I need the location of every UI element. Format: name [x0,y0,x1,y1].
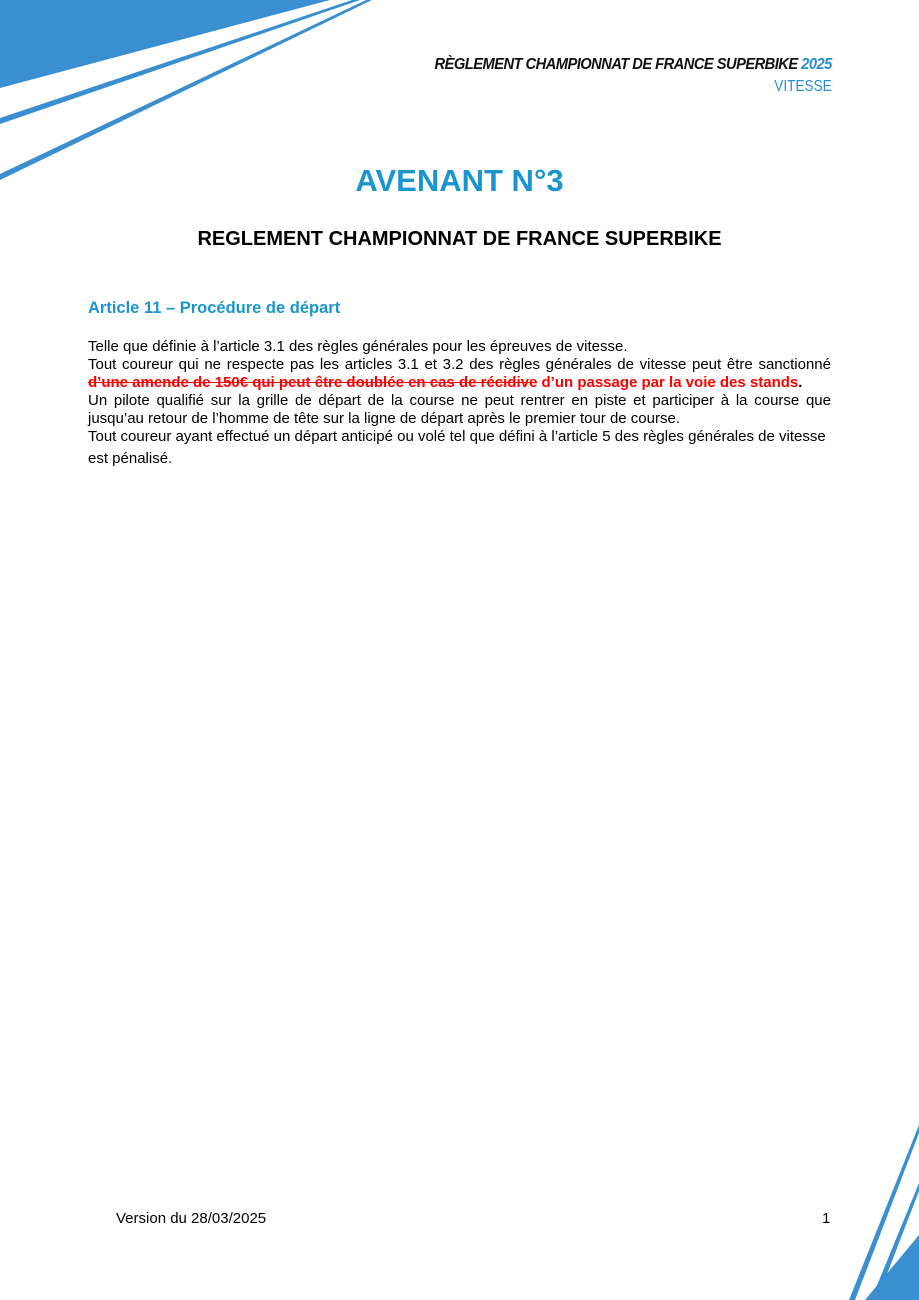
paragraph-2-end: . [798,374,803,391]
paragraph-4-line-2: est pénalisé. [88,450,173,467]
article-body [88,338,831,470]
struck-text: d’une amende de 150€ qui peut être doublée en cas de récidive [88,374,538,391]
paragraph-1: Telle que définie à l’article 3.1 des règles générales pour les épreuves de vitesse. [88,338,628,355]
footer-page-number: 1 [822,1210,831,1227]
header-title: RÈGLEMENT CHAMPIONNAT DE FRANCE SUPERBIKE 2025 [434,56,832,73]
corner-decoration-top-left [0,0,372,182]
page-header [400,56,832,96]
footer-version: Version du 28/03/2025 [116,1210,267,1227]
document-title: AVENANT N°3 [355,163,564,198]
paragraph-3: Un pilote qualifié sur la grille de départ de la course ne peut rentrer en piste et participer à la course que jusqu’au retour de l’homme de tête sur la ligne de départ après le premier tour de course. [88,392,831,427]
paragraph-2-intro: Tout coureur qui ne respecte pas les articles 3.1 et 3.2 des règles générales de vitesse peut être sanctionné [88,356,831,373]
paragraph-4 [88,428,831,470]
paragraph-2 [88,356,831,392]
article-heading: Article 11 – Procédure de départ [88,299,341,317]
document-subtitle: REGLEMENT CHAMPIONNAT DE FRANCE SUPERBIKE [197,228,722,250]
paragraph-4-line-1: Tout coureur ayant effectué un départ anticipé ou volé tel que défini à l’article 5 des règles générales de vitesse [88,428,826,445]
header-year: 2025 [801,56,832,73]
corner-decoration-bottom-right [847,1125,919,1300]
header-subtitle: VITESSE [774,78,832,95]
added-text: d’un passage par la voie des stands [537,374,799,391]
